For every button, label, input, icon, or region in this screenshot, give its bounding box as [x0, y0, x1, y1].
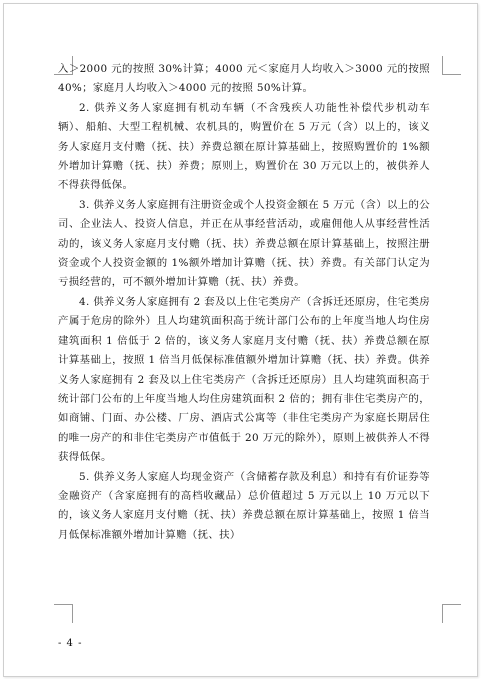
page-number: - 4 -: [58, 638, 83, 649]
paragraph-item-4: 4. 供养义务人家庭拥有 2 套及以上住宅类房产（含拆迁还原房，住宅类房产属于危房的除外）且人均建筑面积高于统计部门公布的上年度当地人均住房建筑面积 1 倍低于 2 倍的，该义务人家庭月支付赡（抚、扶）养费总额在原计算基础上，按照 1 倍当月低保标准值额外增加计算赡（抚、扶）养费。供养义务人家庭拥有 2 套及以上住宅类房产（含拆迁还原房）且人均建筑面积高于统计部门公布的上年度当地人均住房建筑面积 2 倍的；拥有非住宅类房产的，如商铺、门面、办公楼、厂房、酒店式公寓等（非住宅类房产为家庭长期居住的唯一房产的和非住宅类房产市值低于 20 万元的除外），原则上被供养人不得获得低保。: [58, 295, 430, 464]
crop-mark-top-right: [442, 56, 461, 75]
paragraph-item-2: 2. 供养义务人家庭拥有机动车辆（不含残疾人功能性补偿代步机动车辆）、船舶、大型工程机械、农机具的，购置价在 5 万元（含）以上的，该义务人家庭月支付赡（抚、扶）养费总额在原计算基础上，按照购置价的 1%额外增加计算赡（抚、扶）养费；原则上，购置价在 30 万元以上的，被供养人不得获得低保。: [58, 101, 430, 192]
paragraph-item-3: 3. 供养义务人家庭拥有注册资金或个人投资金额在 5 万元（含）以上的公司、企业法人、投资人信息，并正在从事经营活动，或雇佣他人从事经营性活动的，该义务人家庭月支付赡（抚、扶）养费总额在原计算基础上，按照注册资金或个人投资金额的 1%额外增加计算赡（抚、扶）养费。有关部门认定为亏损经营的，可不额外增加计算赡（抚、扶）养费。: [58, 198, 430, 289]
paragraph-continued: 入＞2000 元的按照 30%计算；4000 元＜家庭月人均收入＞3000 元的按照 40%；家庭月人均收入＞4000 元的按照 50%计算。: [58, 63, 430, 95]
crop-mark-bottom-right: [442, 604, 461, 623]
document-body: [58, 60, 430, 545]
crop-mark-bottom-left: [54, 604, 73, 623]
paragraph-item-5: 5. 供养义务人家庭人均现金资产（含储蓄存款及利息）和持有有价证券等金融资产（含家庭拥有的高档收藏品）总价值超过 5 万元以上 10 万元以下的，该义务人家庭月支付赡（抚、扶）养费总额在原计算基础上，按照 1 倍当月低保标准额外增加计算赡（抚、扶）: [58, 470, 430, 541]
